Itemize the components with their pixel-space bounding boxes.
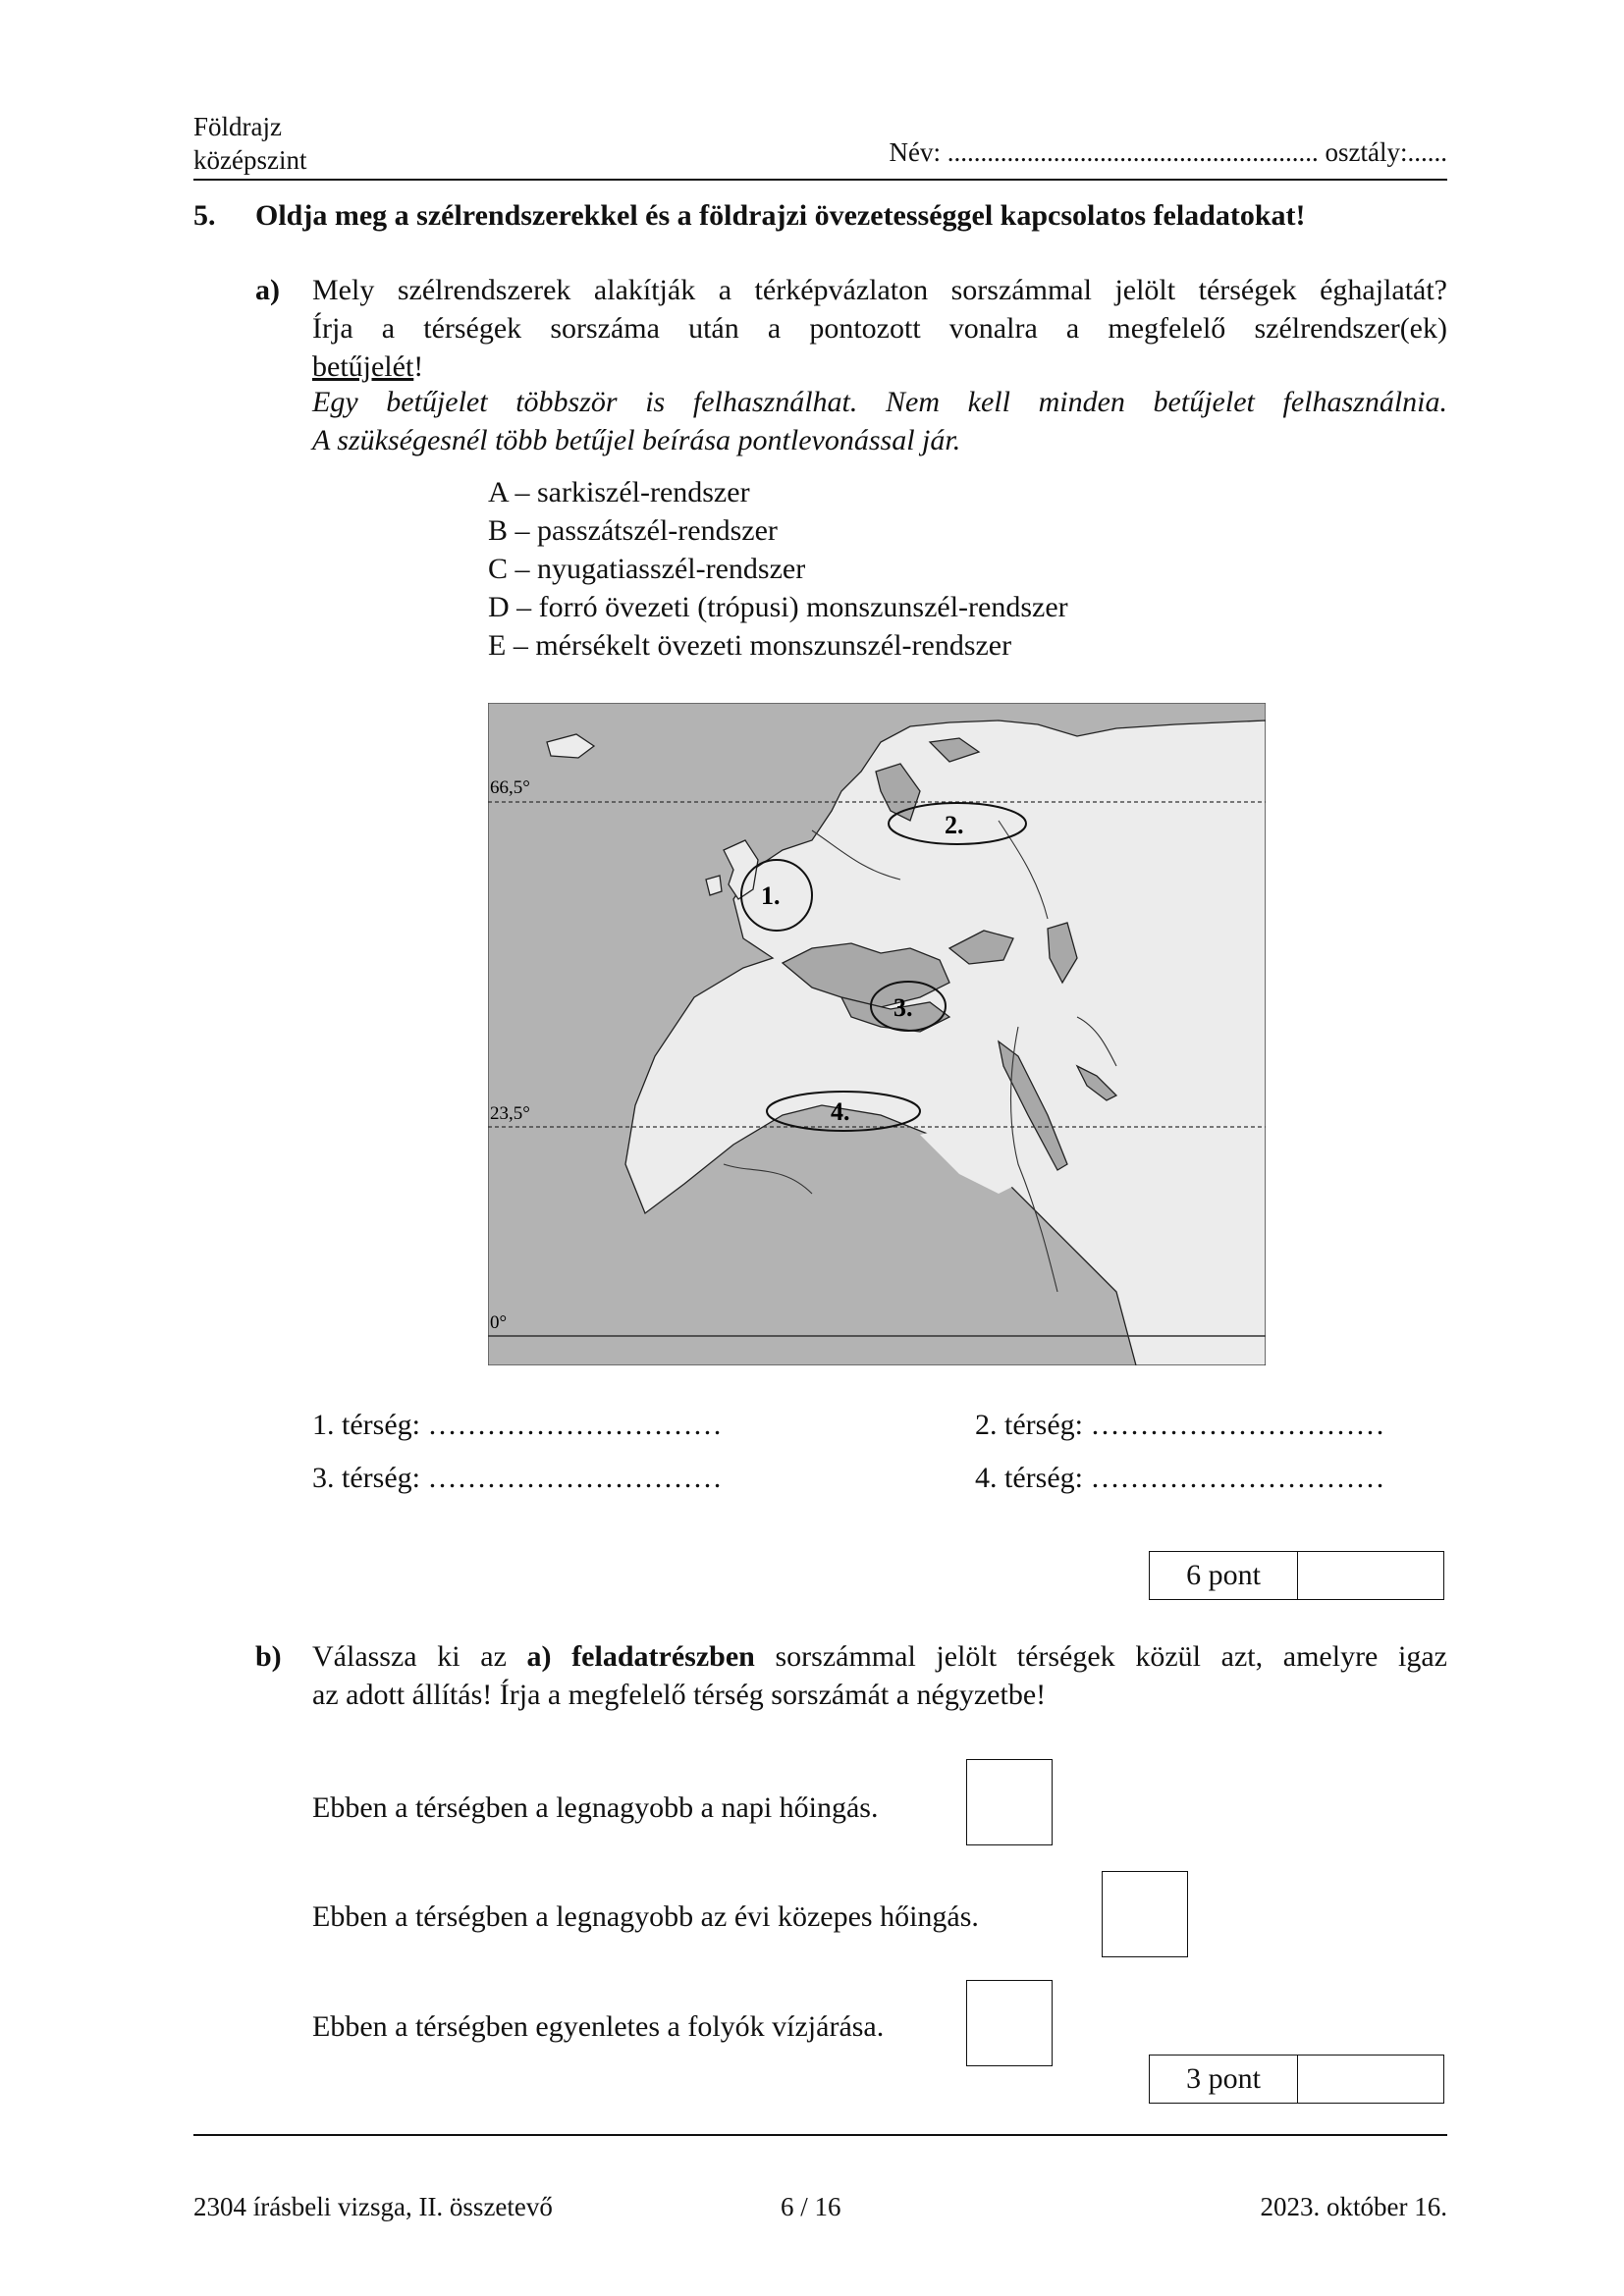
lat-label-66-5: 66,5° [490,777,530,798]
part-b-prefix: Válassza ki az [312,1640,527,1673]
part-b-bold-ref: a) feladatrészben [526,1640,755,1673]
answer-box-3[interactable] [966,1980,1053,2066]
answer-region-2[interactable]: 2. térség: ………………………… [975,1409,1385,1441]
answer-box-1[interactable] [966,1759,1053,1845]
region-2-label: 2. [945,811,964,839]
answer-region-1[interactable]: 1. térség: ………………………… [312,1409,723,1441]
answer-box-2[interactable] [1102,1871,1188,1957]
part-b-label: b) [255,1640,282,1673]
lat-label-23-5: 23,5° [490,1103,530,1124]
region-3-label: 3. [893,993,913,1022]
option-c: C – nyugatiasszél-rendszer [488,553,806,585]
part-b-line1 [312,1637,1447,1676]
task-number: 5. [193,199,216,232]
points-score-a[interactable] [1298,1552,1443,1599]
statement-2: Ebben a térségben a legnagyobb az évi közepes hőingás. [312,1900,979,1933]
header-level: középszint [193,145,307,175]
answer-region-3[interactable]: 3. térség: ………………………… [312,1462,723,1494]
lat-label-0: 0° [490,1312,508,1333]
footer-exam-code: 2304 írásbeli vizsga, II. összetevő [193,2192,553,2221]
map-sketch [488,703,1266,1365]
option-d: D – forró övezeti (trópusi) monszunszél-rendszer [488,591,1068,623]
option-e: E – mérsékelt övezeti monszunszél-rendszer [488,629,1012,662]
part-b-rest: sorszámmal jelölt térségek közül azt, amelyre igaz [754,1640,1447,1673]
region-1-label: 1. [761,881,781,910]
part-a-line2: Írja a térségek sorszáma után a pontozott vonalra a megfelelő szélrendszer(ek) [312,312,1447,345]
part-a-label: a) [255,274,280,306]
instruction-italic-2: A szükségesnél több betűjel beírása pontlevonással jár. [312,424,961,456]
statement-3: Ebben a térségben egyenletes a folyók vízjárása. [312,2010,885,2043]
points-label-b: 3 pont [1150,2056,1298,2103]
region-4-label: 4. [831,1097,850,1126]
instruction-italic-1: Egy betűjelet többször is felhasználhat. Nem kell minden betűjelet felhasználnia. [312,386,1447,418]
part-a-line1: Mely szélrendszerek alakítják a térképvázlaton sorszámmal jelölt térségek éghajlatát? [312,274,1447,306]
footer-page-number: 6 / 16 [781,2192,841,2221]
statement-1: Ebben a térségben a legnagyobb a napi hőingás. [312,1791,879,1824]
exclamation: ! [413,350,424,383]
points-score-b[interactable] [1298,2056,1443,2103]
wind-system-options [488,473,1068,665]
points-label-a: 6 pont [1150,1552,1298,1599]
part-b-line2: az adott állítás! Írja a megfelelő térség sorszámát a négyzetbe! [312,1679,1047,1711]
header-rule [193,179,1447,181]
task-title: Oldja meg a szélrendszerekkel és a földrajzi övezetességgel kapcsolatos feladatokat! [255,199,1306,232]
footer-date: 2023. október 16. [1260,2192,1447,2221]
points-box-a [1149,1551,1444,1600]
footer-rule [193,2134,1447,2136]
points-box-b [1149,2055,1444,2104]
answer-region-4[interactable]: 4. térség: ………………………… [975,1462,1385,1494]
underlined-word: betűjelét [312,350,414,383]
option-a: A – sarkiszél-rendszer [488,476,750,508]
part-a-line3 [312,347,423,386]
name-class-field[interactable]: Név: ........................................................ osztály:...... [889,137,1447,167]
header-subject: Földrajz [193,112,282,141]
option-b: B – passzátszél-rendszer [488,514,778,547]
